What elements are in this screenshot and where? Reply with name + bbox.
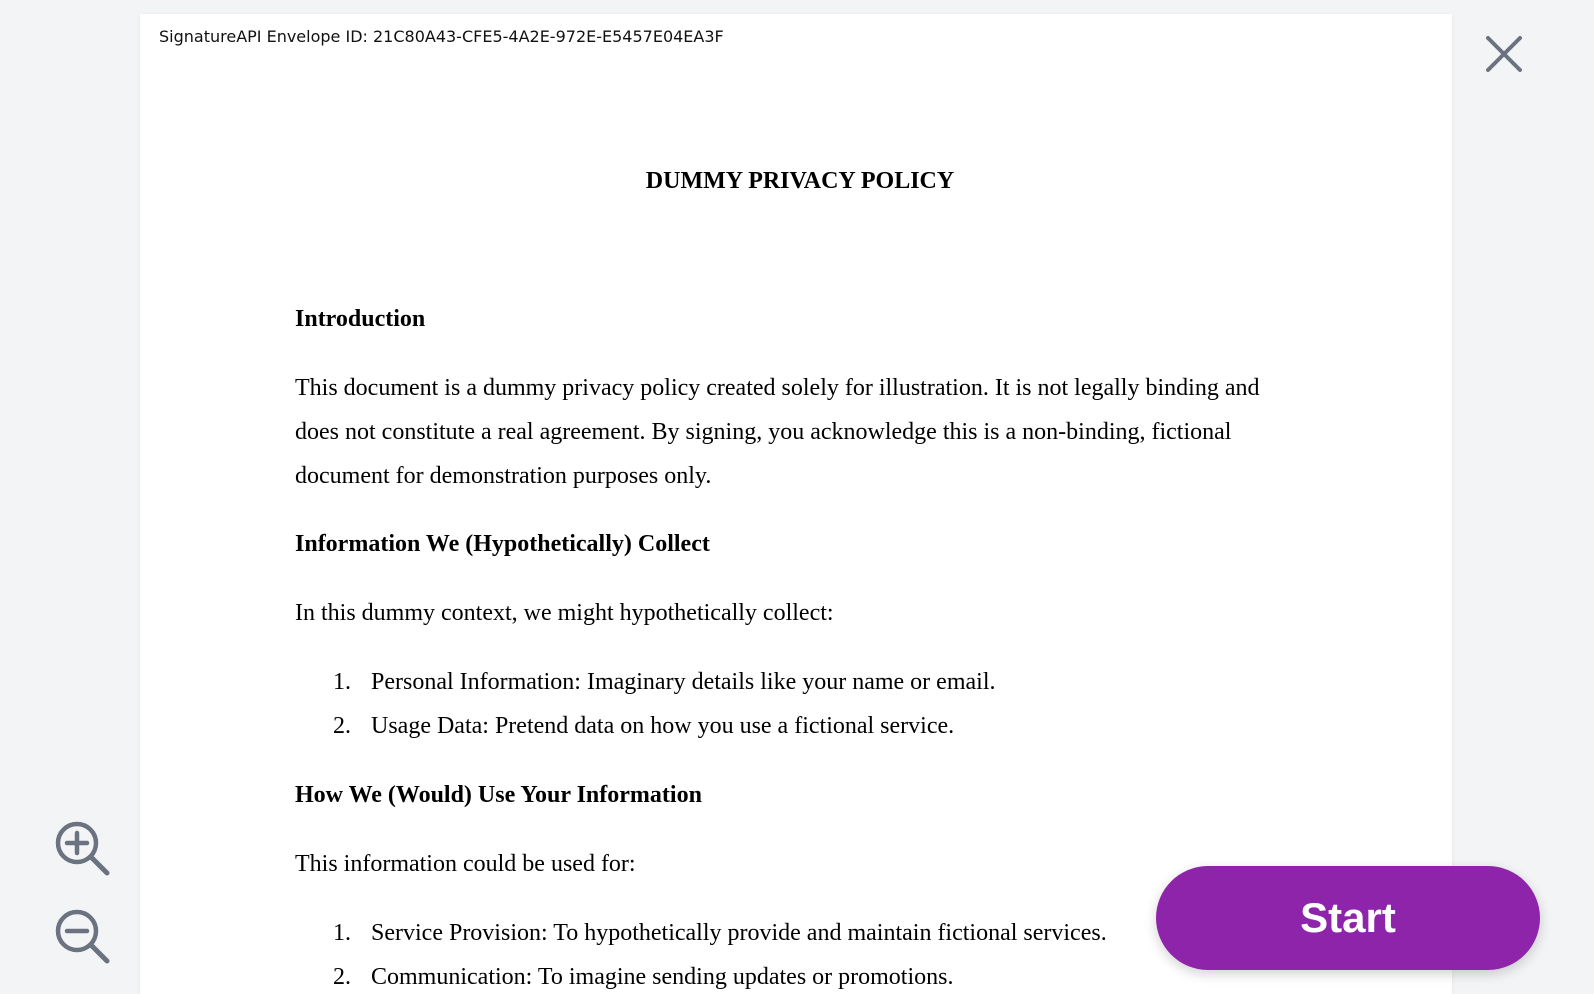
section-heading-information-collect: Information We (Hypothetically) Collect <box>295 531 710 557</box>
section-heading-introduction: Introduction <box>295 306 426 332</box>
list-item-number: 1. <box>333 920 351 946</box>
list-item-number: 1. <box>333 669 351 695</box>
list-item-text: Usage Data: Pretend data on how you use a fictional service. <box>371 713 955 739</box>
close-icon <box>1480 30 1528 78</box>
list-item <box>333 964 953 991</box>
zoom-in-icon <box>52 818 114 880</box>
document-page <box>140 14 1452 994</box>
zoom-out-icon <box>52 906 114 968</box>
list-item-number: 2. <box>333 713 351 739</box>
list-item <box>333 713 954 740</box>
section-paragraph-introduction: This document is a dummy privacy policy created solely for illustration. It is not legally binding and does not constitute a real agreement. By signing, you acknowledge this is a non-binding, fictional document for demonstration purposes only. <box>295 375 1260 489</box>
close-button[interactable] <box>1480 30 1528 78</box>
section-paragraph-information-collect: In this dummy context, we might hypothetically collect: <box>295 600 834 626</box>
list-item-text: Service Provision: To hypothetically provide and maintain fictional services. <box>371 920 1107 946</box>
list-item-text: Communication: To imagine sending updates or promotions. <box>371 964 954 990</box>
zoom-in-button[interactable] <box>52 818 114 880</box>
list-item <box>333 920 1107 947</box>
envelope-id-label: SignatureAPI Envelope ID: 21C80A43-CFE5-4A2E-972E-E5457E04EA3F <box>159 27 724 46</box>
document-title: DUMMY PRIVACY POLICY <box>645 168 955 194</box>
list-item-text: Personal Information: Imaginary details like your name or email. <box>371 669 996 695</box>
zoom-out-button[interactable] <box>52 906 114 968</box>
list-item <box>333 669 995 696</box>
list-item-number: 2. <box>333 964 351 990</box>
start-button[interactable]: Start <box>1156 866 1540 970</box>
section-heading-use-information: How We (Would) Use Your Information <box>295 782 702 808</box>
section-paragraph-use-information: This information could be used for: <box>295 851 636 877</box>
